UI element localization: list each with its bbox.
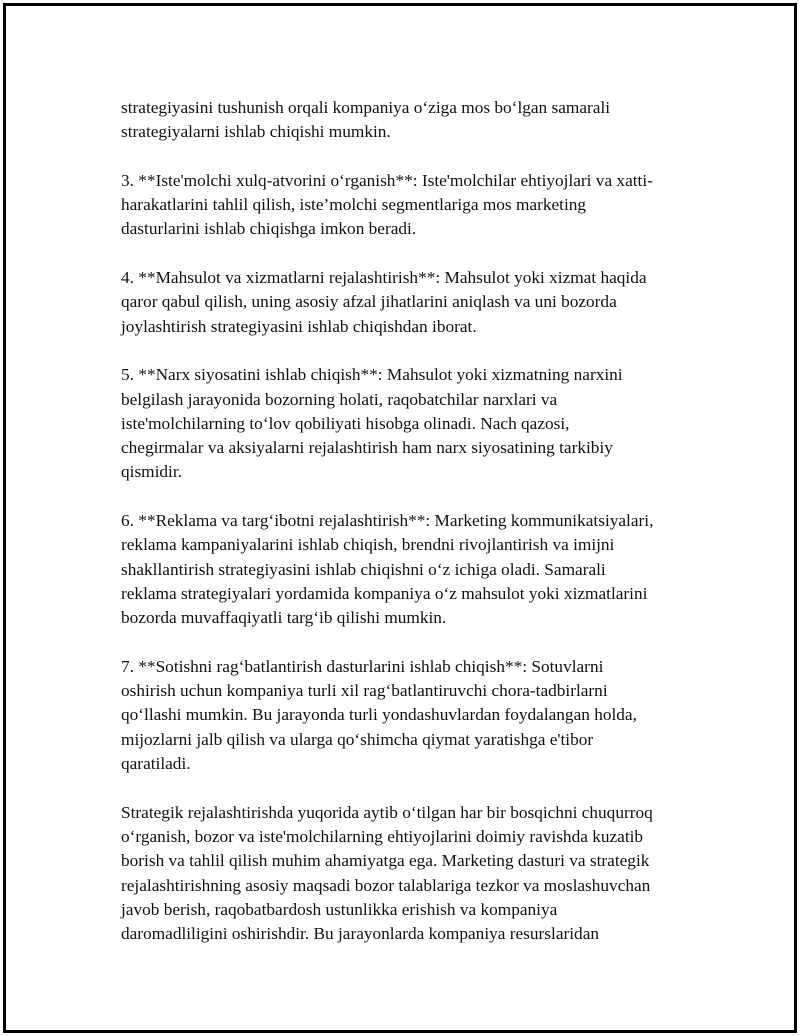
page-frame — [3, 3, 797, 1033]
text-line: chegirmalar va aksiyalarni rejalashtirish ham narx siyosatining tarkibiy — [121, 438, 613, 458]
text-line: iste'molchilarning to‘lov qobiliyati hisobga olinadi. Nach qazosi, — [121, 413, 570, 433]
text-line: oshirish uchun kompaniya turli xil rag‘batlantiruvchi chora-tadbirlarni — [121, 681, 608, 701]
paragraph-item-6 — [121, 509, 711, 630]
text-line: Strategik rejalashtirishda yuqorida aytib o‘tilgan har bir bosqichni chuqurroq — [121, 802, 653, 822]
text-line: shakllantirish strategiyasini ishlab chiqishni o‘z ichiga oladi. Samarali — [121, 559, 606, 579]
text-line: 4. **Mahsulot va xizmatlarni rejalashtirish**: Mahsulot yoki xizmat haqida — [121, 268, 647, 288]
paragraph-item-5 — [121, 363, 711, 484]
text-line: reklama kampaniyalarini ishlab chiqish, brendni rivojlantirish va imijni — [121, 535, 615, 555]
text-line: o‘rganish, bozor va iste'molchilarning ehtiyojlarini doimiy ravishda kuzatib — [121, 826, 644, 846]
text-line: qaror qabul qilish, uning asosiy afzal jihatlarini aniqlash va uni bozorda — [121, 292, 617, 312]
text-line: harakatlarini tahlil qilish, iste’molchi segmentlariga mos marketing — [121, 195, 587, 215]
text-line: bozorda muvaffaqiyatli targ‘ib qilishi mumkin. — [121, 608, 447, 628]
text-line: strategiyalarni ishlab chiqishi mumkin. — [121, 122, 391, 142]
text-line: qo‘llashi mumkin. Bu jarayonda turli yondashuvlardan foydalangan holda, — [121, 705, 637, 725]
text-line: qismidir. — [121, 462, 182, 482]
paragraph-intro-continuation — [121, 96, 711, 145]
text-line: mijozlarni jalb qilish va ularga qo‘shimcha qiymat yaratishga e'tibor — [121, 729, 594, 749]
text-line: rejalashtirishning asosiy maqsadi bozor talablariga tezkor va moslashuvchan — [121, 875, 651, 895]
text-line: dasturlarini ishlab chiqishga imkon beradi. — [121, 219, 417, 239]
text-line: 7. **Sotishni rag‘batlantirish dasturlarini ishlab chiqish**: Sotuvlarni — [121, 656, 604, 676]
document-body — [121, 96, 711, 971]
paragraph-item-4 — [121, 266, 711, 339]
text-line: 3. **Iste'molchi xulq-atvorini o‘rganish**: Iste'molchilar ehtiyojlari va xatti- — [121, 170, 653, 190]
paragraph-conclusion — [121, 801, 711, 947]
text-line: daromadliligini oshirishdir. Bu jarayonlarda kompaniya resurslaridan — [121, 924, 600, 944]
text-line: javob berish, raqobatbardosh ustunlikka erishish va kompaniya — [121, 899, 558, 919]
text-line: belgilash jarayonida bozorning holati, raqobatchilar narxlari va — [121, 389, 558, 409]
text-line: 5. **Narx siyosatini ishlab chiqish**: Mahsulot yoki xizmatning narxini — [121, 365, 623, 385]
text-line: reklama strategiyalari yordamida kompaniya o‘z mahsulot yoki xizmatlarini — [121, 583, 648, 603]
text-line: joylashtirish strategiyasini ishlab chiqishdan iborat. — [121, 316, 477, 336]
text-line: 6. **Reklama va targ‘ibotni rejalashtirish**: Marketing kommunikatsiyalari, — [121, 511, 654, 531]
paragraph-item-3 — [121, 169, 711, 242]
text-line: borish va tahlil qilish muhim ahamiyatga ega. Marketing dasturi va strategik — [121, 851, 650, 871]
paragraph-item-7 — [121, 655, 711, 776]
text-line: strategiyasini tushunish orqali kompaniya o‘ziga mos bo‘lgan samarali — [121, 98, 611, 117]
text-line: qaratiladi. — [121, 754, 191, 774]
